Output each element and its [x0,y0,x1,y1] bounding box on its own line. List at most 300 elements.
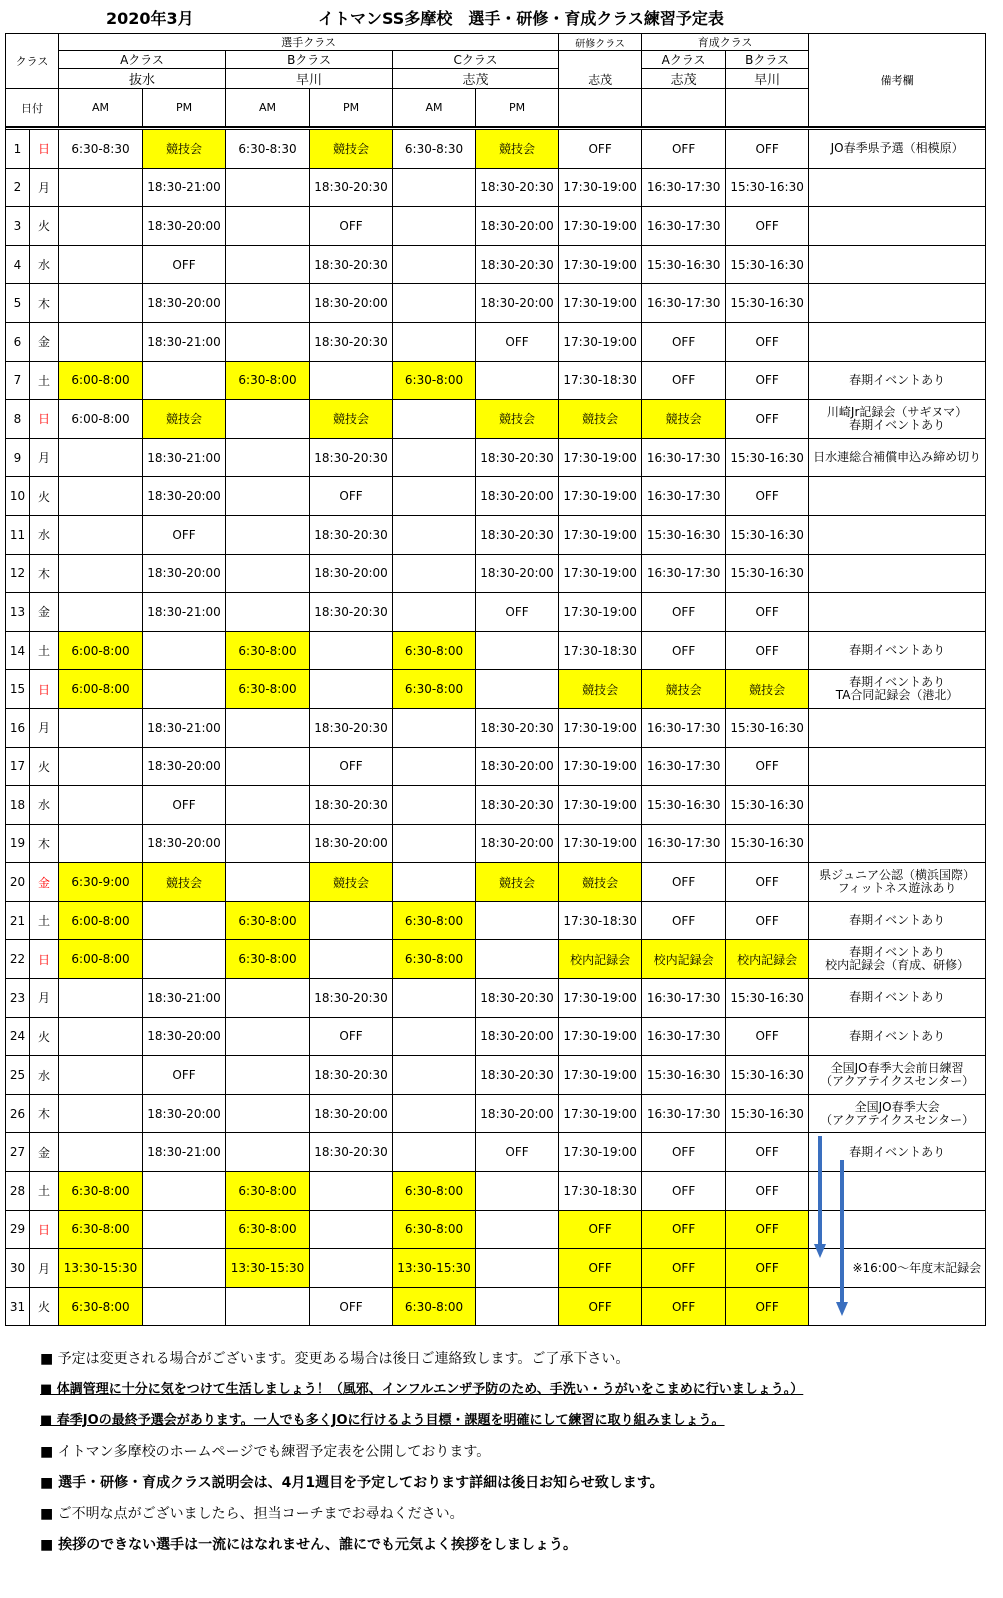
remarks-cell [809,554,986,593]
kenshu-cell: OFF [559,1210,642,1249]
a-pm-cell: 18:30-21:00 [143,438,226,477]
day-number: 23 [6,979,30,1018]
schedule-row [6,168,986,207]
a-pm-cell [143,1249,226,1288]
ikusei-b-cell: 15:30-16:30 [726,515,809,554]
schedule-row [6,708,986,747]
kenshu-coach: 志茂 [559,51,642,89]
day-of-week: 水 [30,515,59,554]
c-am-header: AM [393,89,476,128]
a-am-cell: 6:00-8:00 [59,670,143,709]
ikusei-b-cell: 15:30-16:30 [726,1056,809,1095]
ikusei-b-cell: OFF [726,1210,809,1249]
day-number: 28 [6,1172,30,1211]
day-of-week: 木 [30,824,59,863]
ikusei-b-cell: OFF [726,322,809,361]
kenshu-cell: 17:30-19:00 [559,593,642,632]
remarks-cell [809,207,986,246]
note-item: ■ 予定は変更される場合がございます。変更ある場合は後日ご連絡致します。ご了承下さい。 [40,1351,630,1367]
b-am-cell [226,1017,310,1056]
b-am-cell: 6:30-8:00 [226,901,310,940]
a-am-cell: 6:00-8:00 [59,400,143,439]
kenshu-cell: OFF [559,1287,642,1326]
day-of-week: 月 [30,168,59,207]
day-of-week: 木 [30,284,59,323]
remarks-cell: ※16:00～年度末記録会 [809,1249,986,1288]
a-pm-cell: 18:30-20:00 [143,824,226,863]
b-pm-cell [310,361,393,400]
ikusei-header: 育成クラス [642,34,809,51]
ikusei-b-cell: OFF [726,477,809,516]
remarks-cell [809,515,986,554]
a-am-cell [59,477,143,516]
schedule-row [6,245,986,284]
remarks-cell: 春期イベントあり [809,1133,986,1172]
day-of-week: 日 [30,1210,59,1249]
c-am-cell [393,786,476,825]
kenshu-cell: 競技会 [559,400,642,439]
notes-list [40,1350,990,1567]
a-am-cell [59,979,143,1018]
ikusei-a-cell: 16:30-17:30 [642,438,726,477]
schedule-row [6,670,986,709]
ikusei-b-cell: OFF [726,207,809,246]
day-number: 26 [6,1094,30,1133]
ikusei-b-cell: 15:30-16:30 [726,554,809,593]
day-of-week: 日 [30,670,59,709]
ikusei-a-blank [642,89,726,128]
kenshu-cell: 17:30-19:00 [559,207,642,246]
day-number: 30 [6,1249,30,1288]
kenshu-cell: 17:30-19:00 [559,786,642,825]
a-am-cell [59,1094,143,1133]
b-am-cell [226,322,310,361]
b-pm-cell [310,631,393,670]
b-pm-cell: 18:30-20:30 [310,438,393,477]
a-pm-cell: 18:30-20:00 [143,747,226,786]
c-am-cell [393,400,476,439]
c-pm-cell: OFF [476,322,559,361]
c-am-cell [393,207,476,246]
c-class-header: Cクラス [393,51,559,69]
ikusei-b-cell: 15:30-16:30 [726,284,809,323]
kenshu-cell: 17:30-19:00 [559,1094,642,1133]
ikusei-b-cell: OFF [726,1017,809,1056]
b-pm-cell: 18:30-20:30 [310,979,393,1018]
b-pm-header: PM [310,89,393,128]
a-pm-cell: 18:30-20:00 [143,554,226,593]
day-of-week: 金 [30,1133,59,1172]
c-am-cell: 6:30-8:00 [393,361,476,400]
day-of-week: 火 [30,1287,59,1326]
b-am-cell [226,245,310,284]
schedule-row [6,1210,986,1249]
kenshu-cell: 17:30-19:00 [559,438,642,477]
day-number: 16 [6,708,30,747]
a-pm-cell: 18:30-21:00 [143,979,226,1018]
day-number: 19 [6,824,30,863]
remarks-cell: 日水連総合補償申込み締め切り [809,438,986,477]
c-pm-cell: 18:30-20:00 [476,554,559,593]
b-am-cell [226,1094,310,1133]
a-pm-cell: OFF [143,1056,226,1095]
ikusei-a-cell: 競技会 [642,400,726,439]
ikusei-b-coach: 早川 [726,69,809,89]
day-number: 5 [6,284,30,323]
ikusei-a-cell: OFF [642,1133,726,1172]
schedule-row [6,631,986,670]
c-am-cell [393,438,476,477]
a-am-cell: 6:00-8:00 [59,361,143,400]
kenshu-cell: 17:30-18:30 [559,1172,642,1211]
kenshu-cell: 17:30-19:00 [559,554,642,593]
remarks-cell: 春期イベントあり [809,979,986,1018]
remarks-cell [809,786,986,825]
b-pm-cell [310,670,393,709]
day-of-week: 金 [30,593,59,632]
c-am-cell [393,979,476,1018]
c-am-cell [393,322,476,361]
c-am-cell [393,284,476,323]
a-am-cell [59,747,143,786]
a-pm-cell: 18:30-20:00 [143,1017,226,1056]
a-am-cell: 6:30-8:00 [59,1210,143,1249]
ikusei-a-cell: 16:30-17:30 [642,708,726,747]
ikusei-b-cell: 校内記録会 [726,940,809,979]
day-of-week: 火 [30,747,59,786]
c-am-cell [393,515,476,554]
b-pm-cell [310,940,393,979]
ikusei-b-cell: OFF [726,593,809,632]
c-am-cell: 6:30-8:00 [393,940,476,979]
c-pm-cell: 18:30-20:30 [476,245,559,284]
kenshu-cell: 17:30-19:00 [559,477,642,516]
date-header: 日付 [6,89,59,128]
b-pm-cell: OFF [310,207,393,246]
kenshu-cell: 競技会 [559,670,642,709]
ikusei-a-cell: OFF [642,1287,726,1326]
b-pm-cell: OFF [310,1287,393,1326]
c-am-cell [393,747,476,786]
ikusei-a-cell: 15:30-16:30 [642,1056,726,1095]
remarks-cell: 春期イベントあり [809,901,986,940]
kenshu-cell: 17:30-19:00 [559,708,642,747]
day-number: 22 [6,940,30,979]
ikusei-b-cell: 15:30-16:30 [726,1094,809,1133]
ikusei-b-cell: OFF [726,1133,809,1172]
ikusei-b-cell: OFF [726,747,809,786]
ikusei-a-cell: 競技会 [642,670,726,709]
a-am-cell [59,593,143,632]
schedule-row [6,747,986,786]
day-number: 31 [6,1287,30,1326]
b-am-cell [226,708,310,747]
schedule-row [6,130,986,169]
day-number: 15 [6,670,30,709]
remarks-cell [809,168,986,207]
ikusei-a-cell: 16:30-17:30 [642,168,726,207]
a-pm-cell [143,361,226,400]
ikusei-a-cell: OFF [642,631,726,670]
remarks-cell: 県ジュニア公認（横浜国際） フィットネス遊泳あり [809,863,986,902]
day-of-week: 土 [30,901,59,940]
ikusei-a-cell: 16:30-17:30 [642,1094,726,1133]
schedule-row [6,824,986,863]
b-pm-cell: 競技会 [310,400,393,439]
ikusei-a-cell: OFF [642,1172,726,1211]
a-am-cell [59,168,143,207]
day-number: 27 [6,1133,30,1172]
b-coach: 早川 [226,69,393,89]
remarks-cell: 全国JO春季大会 （アクアテイクスセンター） [809,1094,986,1133]
c-pm-cell: 競技会 [476,130,559,169]
remarks-cell: 春期イベントあり [809,1017,986,1056]
day-number: 3 [6,207,30,246]
a-am-cell [59,554,143,593]
title-month: 2020年3月 [106,9,194,28]
day-of-week: 日 [30,940,59,979]
b-pm-cell [310,1172,393,1211]
day-of-week: 木 [30,1094,59,1133]
b-am-cell [226,824,310,863]
c-pm-cell [476,1172,559,1211]
schedule-row [6,1249,986,1288]
remarks-cell: 春期イベントあり [809,361,986,400]
day-of-week: 月 [30,979,59,1018]
c-am-cell: 6:30-8:00 [393,1287,476,1326]
schedule-row [6,940,986,979]
b-pm-cell: OFF [310,477,393,516]
schedule-row [6,1094,986,1133]
kenshu-blank [559,89,642,128]
c-am-cell: 6:30-8:30 [393,130,476,169]
schedule-row [6,207,986,246]
ikusei-a-cell: 16:30-17:30 [642,824,726,863]
b-am-header: AM [226,89,310,128]
day-of-week: 水 [30,245,59,284]
c-pm-cell: OFF [476,593,559,632]
kenshu-cell: 17:30-19:00 [559,1133,642,1172]
c-am-cell: 6:30-8:00 [393,1210,476,1249]
a-pm-cell: 18:30-20:00 [143,207,226,246]
remarks-cell: 春期イベントあり [809,631,986,670]
ikusei-b-cell: OFF [726,1249,809,1288]
c-pm-cell: 18:30-20:00 [476,1017,559,1056]
c-am-cell [393,1133,476,1172]
day-of-week: 月 [30,1249,59,1288]
schedule-header [6,34,986,130]
day-number: 18 [6,786,30,825]
a-am-cell: 6:30-8:00 [59,1287,143,1326]
kenshu-cell: 17:30-18:30 [559,631,642,670]
schedule-row [6,322,986,361]
b-am-cell [226,207,310,246]
b-pm-cell: OFF [310,747,393,786]
a-pm-cell: 競技会 [143,863,226,902]
c-pm-cell: 18:30-20:00 [476,477,559,516]
ikusei-b-cell: 競技会 [726,670,809,709]
ikusei-a-cell: 16:30-17:30 [642,554,726,593]
schedule-row [6,1133,986,1172]
a-am-cell [59,1133,143,1172]
c-pm-cell: 競技会 [476,863,559,902]
ikusei-a-cell: OFF [642,901,726,940]
b-am-cell [226,1287,310,1326]
a-am-header: AM [59,89,143,128]
schedule-row [6,863,986,902]
b-am-cell [226,438,310,477]
day-number: 13 [6,593,30,632]
a-coach: 抜水 [59,69,226,89]
day-number: 12 [6,554,30,593]
b-pm-cell [310,1249,393,1288]
day-of-week: 金 [30,863,59,902]
b-am-cell [226,593,310,632]
b-pm-cell [310,901,393,940]
ikusei-b-cell: OFF [726,1287,809,1326]
a-am-cell [59,1017,143,1056]
a-pm-cell: 18:30-21:00 [143,1133,226,1172]
ikusei-b-cell: OFF [726,863,809,902]
remarks-cell [809,1287,986,1326]
ikusei-a-cell: OFF [642,1249,726,1288]
ikusei-b-cell: 15:30-16:30 [726,824,809,863]
c-am-cell [393,1056,476,1095]
day-number: 1 [6,130,30,169]
ikusei-a-header: Aクラス [642,51,726,69]
a-pm-cell [143,1172,226,1211]
b-am-cell [226,554,310,593]
c-pm-cell: 18:30-20:30 [476,786,559,825]
b-pm-cell: 18:30-20:30 [310,708,393,747]
remarks-cell [809,1172,986,1211]
b-pm-cell [310,1210,393,1249]
kenshu-cell: 17:30-19:00 [559,284,642,323]
ikusei-a-cell: OFF [642,322,726,361]
day-of-week: 日 [30,130,59,169]
a-pm-cell [143,1210,226,1249]
day-of-week: 日 [30,400,59,439]
c-am-cell [393,554,476,593]
b-am-cell [226,284,310,323]
note-item: ■ 春季JOの最終予選会があります。一人でも多くJOに行けるよう目標・課題を明確にして練習に取り組みましょう。 [40,1413,725,1428]
a-pm-cell: 18:30-21:00 [143,593,226,632]
a-am-cell: 6:30-9:00 [59,863,143,902]
ikusei-b-cell: 15:30-16:30 [726,438,809,477]
b-am-cell [226,515,310,554]
kenshu-cell: 17:30-19:00 [559,1056,642,1095]
a-am-cell [59,322,143,361]
note-item: ■ ご不明な点がございましたら、担当コーチまでお尋ねください。 [40,1506,464,1522]
c-pm-cell [476,1210,559,1249]
c-am-cell [393,1094,476,1133]
ikusei-a-cell: 16:30-17:30 [642,207,726,246]
note-item: ■ 挨拶のできない選手は一流にはなれません、誰にでも元気よく挨拶をしましょう。 [40,1537,577,1553]
b-am-cell: 6:30-8:00 [226,670,310,709]
b-pm-cell: 18:30-20:30 [310,515,393,554]
ikusei-b-header: Bクラス [726,51,809,69]
b-am-cell: 6:30-8:00 [226,940,310,979]
c-pm-cell: 18:30-20:00 [476,1094,559,1133]
remarks-header: 備考欄 [809,34,986,128]
day-number: 11 [6,515,30,554]
class-label: クラス [15,55,49,68]
b-pm-cell: 18:30-20:30 [310,786,393,825]
b-am-cell: 6:30-8:30 [226,130,310,169]
a-am-cell [59,1056,143,1095]
b-am-cell [226,168,310,207]
c-am-cell [393,708,476,747]
day-of-week: 木 [30,554,59,593]
remarks-cell: 全国JO春季大会前日練習 （アクアテイクスセンター） [809,1056,986,1095]
b-am-cell: 6:30-8:00 [226,1210,310,1249]
remarks-cell [809,1210,986,1249]
c-am-cell: 6:30-8:00 [393,670,476,709]
c-am-cell [393,477,476,516]
kenshu-cell: 17:30-19:00 [559,168,642,207]
ikusei-a-cell: OFF [642,361,726,400]
b-am-cell [226,786,310,825]
ikusei-b-cell: OFF [726,1172,809,1211]
schedule-row [6,400,986,439]
a-am-cell: 6:30-8:30 [59,130,143,169]
day-of-week: 月 [30,708,59,747]
a-pm-cell: OFF [143,786,226,825]
kenshu-cell: 17:30-19:00 [559,747,642,786]
a-pm-cell: OFF [143,515,226,554]
b-pm-cell: 18:30-20:00 [310,554,393,593]
day-number: 6 [6,322,30,361]
day-of-week: 金 [30,322,59,361]
a-am-cell [59,708,143,747]
a-am-cell: 6:00-8:00 [59,901,143,940]
day-of-week: 火 [30,207,59,246]
a-am-cell: 6:30-8:00 [59,1172,143,1211]
schedule-row [6,554,986,593]
remarks-cell: 春期イベントあり TA合同記録会（港北） [809,670,986,709]
class-header [6,34,59,89]
ikusei-a-cell: 15:30-16:30 [642,515,726,554]
a-pm-cell: 18:30-21:00 [143,708,226,747]
b-pm-cell: 18:30-20:30 [310,245,393,284]
remarks-cell: 春期イベントあり 校内記録会（育成、研修） [809,940,986,979]
ikusei-b-cell: OFF [726,361,809,400]
ikusei-a-cell: 16:30-17:30 [642,477,726,516]
ikusei-a-cell: 校内記録会 [642,940,726,979]
note-item: ■ 体調管理に十分に気をつけて生活しましょう！（風邪、インフルエンザ予防のため、手洗い・うがいをこまめに行いましょう。） [40,1382,804,1397]
day-of-week: 土 [30,1172,59,1211]
ikusei-a-cell: 16:30-17:30 [642,979,726,1018]
kenshu-cell: 17:30-19:00 [559,515,642,554]
kenshu-cell: 17:30-18:30 [559,361,642,400]
ikusei-b-cell: OFF [726,901,809,940]
schedule-body [6,130,986,1326]
ikusei-a-cell: OFF [642,863,726,902]
kenshu-cell: 17:30-18:30 [559,901,642,940]
c-pm-cell: 18:30-20:00 [476,207,559,246]
c-pm-cell: OFF [476,1133,559,1172]
day-number: 4 [6,245,30,284]
c-pm-cell: 18:30-20:30 [476,708,559,747]
c-pm-header: PM [476,89,559,128]
note-item: ■ イトマン多摩校のホームページでも練習予定表を公開しております。 [40,1444,491,1460]
a-am-cell: 13:30-15:30 [59,1249,143,1288]
day-number: 2 [6,168,30,207]
remarks-cell [809,708,986,747]
kenshu-cell: 17:30-19:00 [559,322,642,361]
c-am-cell [393,593,476,632]
kenshu-cell: 17:30-19:00 [559,979,642,1018]
